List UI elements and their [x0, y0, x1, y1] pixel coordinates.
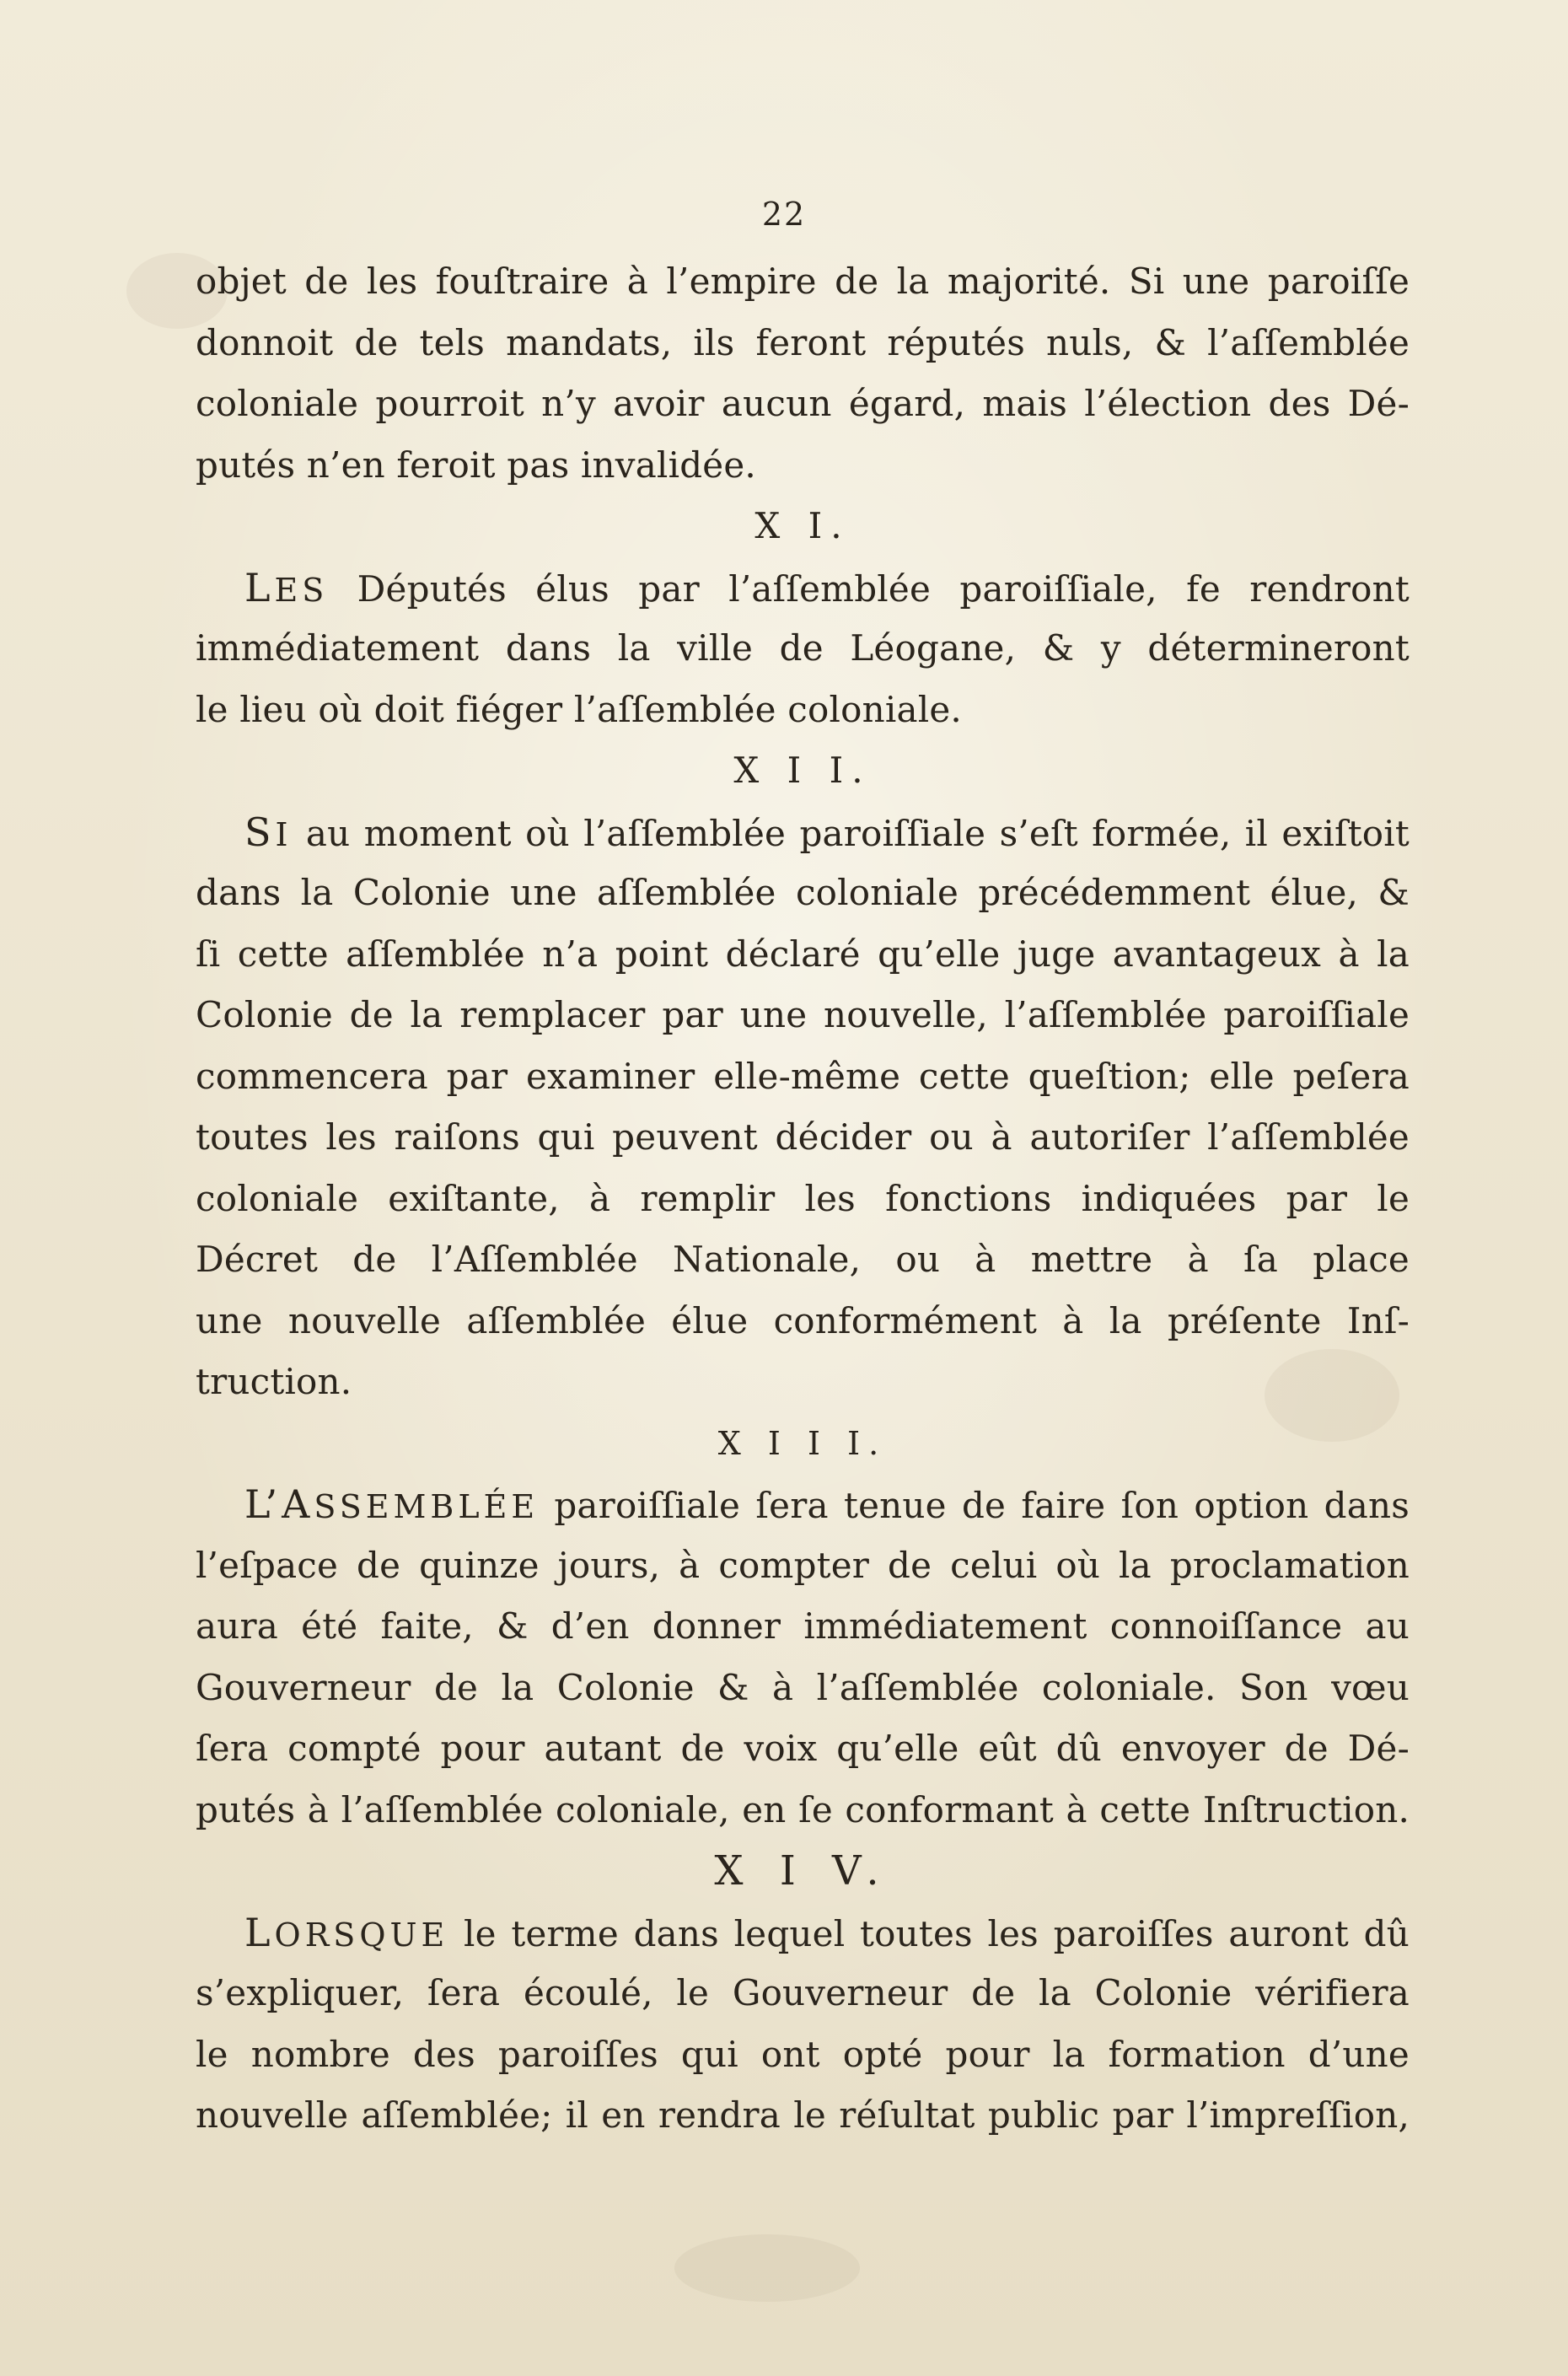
text-line: truction. [196, 1361, 352, 1402]
text-line: LES Députés élus par l’aſſemblée paroiſſiale, fe rendront [244, 564, 1410, 610]
text-line: donnoit de tels mandats, ils feront réputés nuls, & l’aſſemblée [196, 321, 1410, 363]
paragraph-continuation [196, 251, 1410, 496]
text-line: le lieu où doit fiéger l’aſſemblée coloniale. [196, 688, 962, 730]
article-heading-xiv: X I V. [714, 1847, 891, 1895]
text-line: Colonie de la remplacer par une nouvelle, l’aſſemblée paroiſſiale [196, 994, 1410, 1035]
article-heading-xi: X I. [754, 505, 851, 546]
paper-stain [674, 2234, 860, 2302]
text-line: coloniale pourroit n’y avoir aucun égard, mais l’élection des Dé- [196, 383, 1410, 424]
article-xiii [196, 1474, 1410, 1841]
text-line: SI au moment où l’aſſemblée paroiſſiale s’eſt formée, il exiſtoit [244, 809, 1410, 855]
text-line: ſi cette aſſemblée n’a point déclaré qu’elle juge avantageux à la [196, 933, 1410, 975]
page-number: 22 [761, 196, 807, 233]
text-line: nouvelle aſſemblée; il en rendra le réſultat public par l’impreſſion, [196, 2094, 1410, 2136]
text-line: putés à l’aſſemblée coloniale, en ſe conformant à cette Inſtruction. [196, 1788, 1410, 1830]
text-line: dans la Colonie une aſſemblée coloniale précédemment élue, & [196, 872, 1410, 913]
text-line: Gouverneur de la Colonie & à l’aſſemblée coloniale. Son vœu [196, 1666, 1410, 1708]
text-line: ſera compté pour autant de voix qu’elle eût dû envoyer de Dé- [196, 1728, 1410, 1769]
text-line: L’ASSEMBLÉE paroiſſiale ſera tenue de faire ſon option dans [244, 1481, 1410, 1527]
text-line: toutes les raiſons qui peuvent décider ou à autoriſer l’aſſemblée [196, 1116, 1410, 1158]
text-line: aura été faite, & d’en donner immédiatement connoiſſance au [196, 1605, 1410, 1647]
lead-word: LES [244, 564, 329, 610]
text-line: commencera par examiner elle-même cette queſtion; elle peſera [196, 1055, 1410, 1097]
lead-word: SI [244, 809, 293, 855]
text-line: LORSQUE le terme dans lequel toutes les paroiſſes auront dû [244, 1909, 1410, 1955]
article-xiv [196, 1902, 1410, 2147]
body-text [196, 251, 1410, 2147]
lead-word: LORSQUE [244, 1909, 449, 1955]
text-line: putés n’en feroit pas invalidée. [196, 443, 756, 486]
lead-word: L’ASSEMBLÉE [244, 1481, 540, 1527]
text-line: objet de les fouſtraire à l’empire de la majorité. Si une paroiſſe [196, 261, 1410, 302]
article-heading-xiii: X I I I. [717, 1424, 888, 1462]
article-heading-xii: X I I. [733, 750, 872, 791]
text-line: le nombre des paroiſſes qui ont opté pour la formation d’une [196, 2033, 1410, 2075]
article-xii [196, 802, 1410, 1413]
article-xi [196, 557, 1410, 741]
text-line: l’eſpace de quinze jours, à compter de celui où la proclamation [196, 1544, 1410, 1586]
text-line: coloniale exiſtante, à remplir les fonctions indiquées par le [196, 1177, 1410, 1219]
text-line: une nouvelle aſſemblée élue conformément à la préſente Inſ- [196, 1299, 1410, 1341]
text-line: Décret de l’Aſſemblée Nationale, ou à mettre à ſa place [196, 1239, 1410, 1280]
text-line: immédiatement dans la ville de Léogane, & y détermineront [196, 627, 1410, 669]
text-line: s’expliquer, ſera écoulé, le Gouverneur de la Colonie vérifiera [196, 1972, 1410, 2013]
